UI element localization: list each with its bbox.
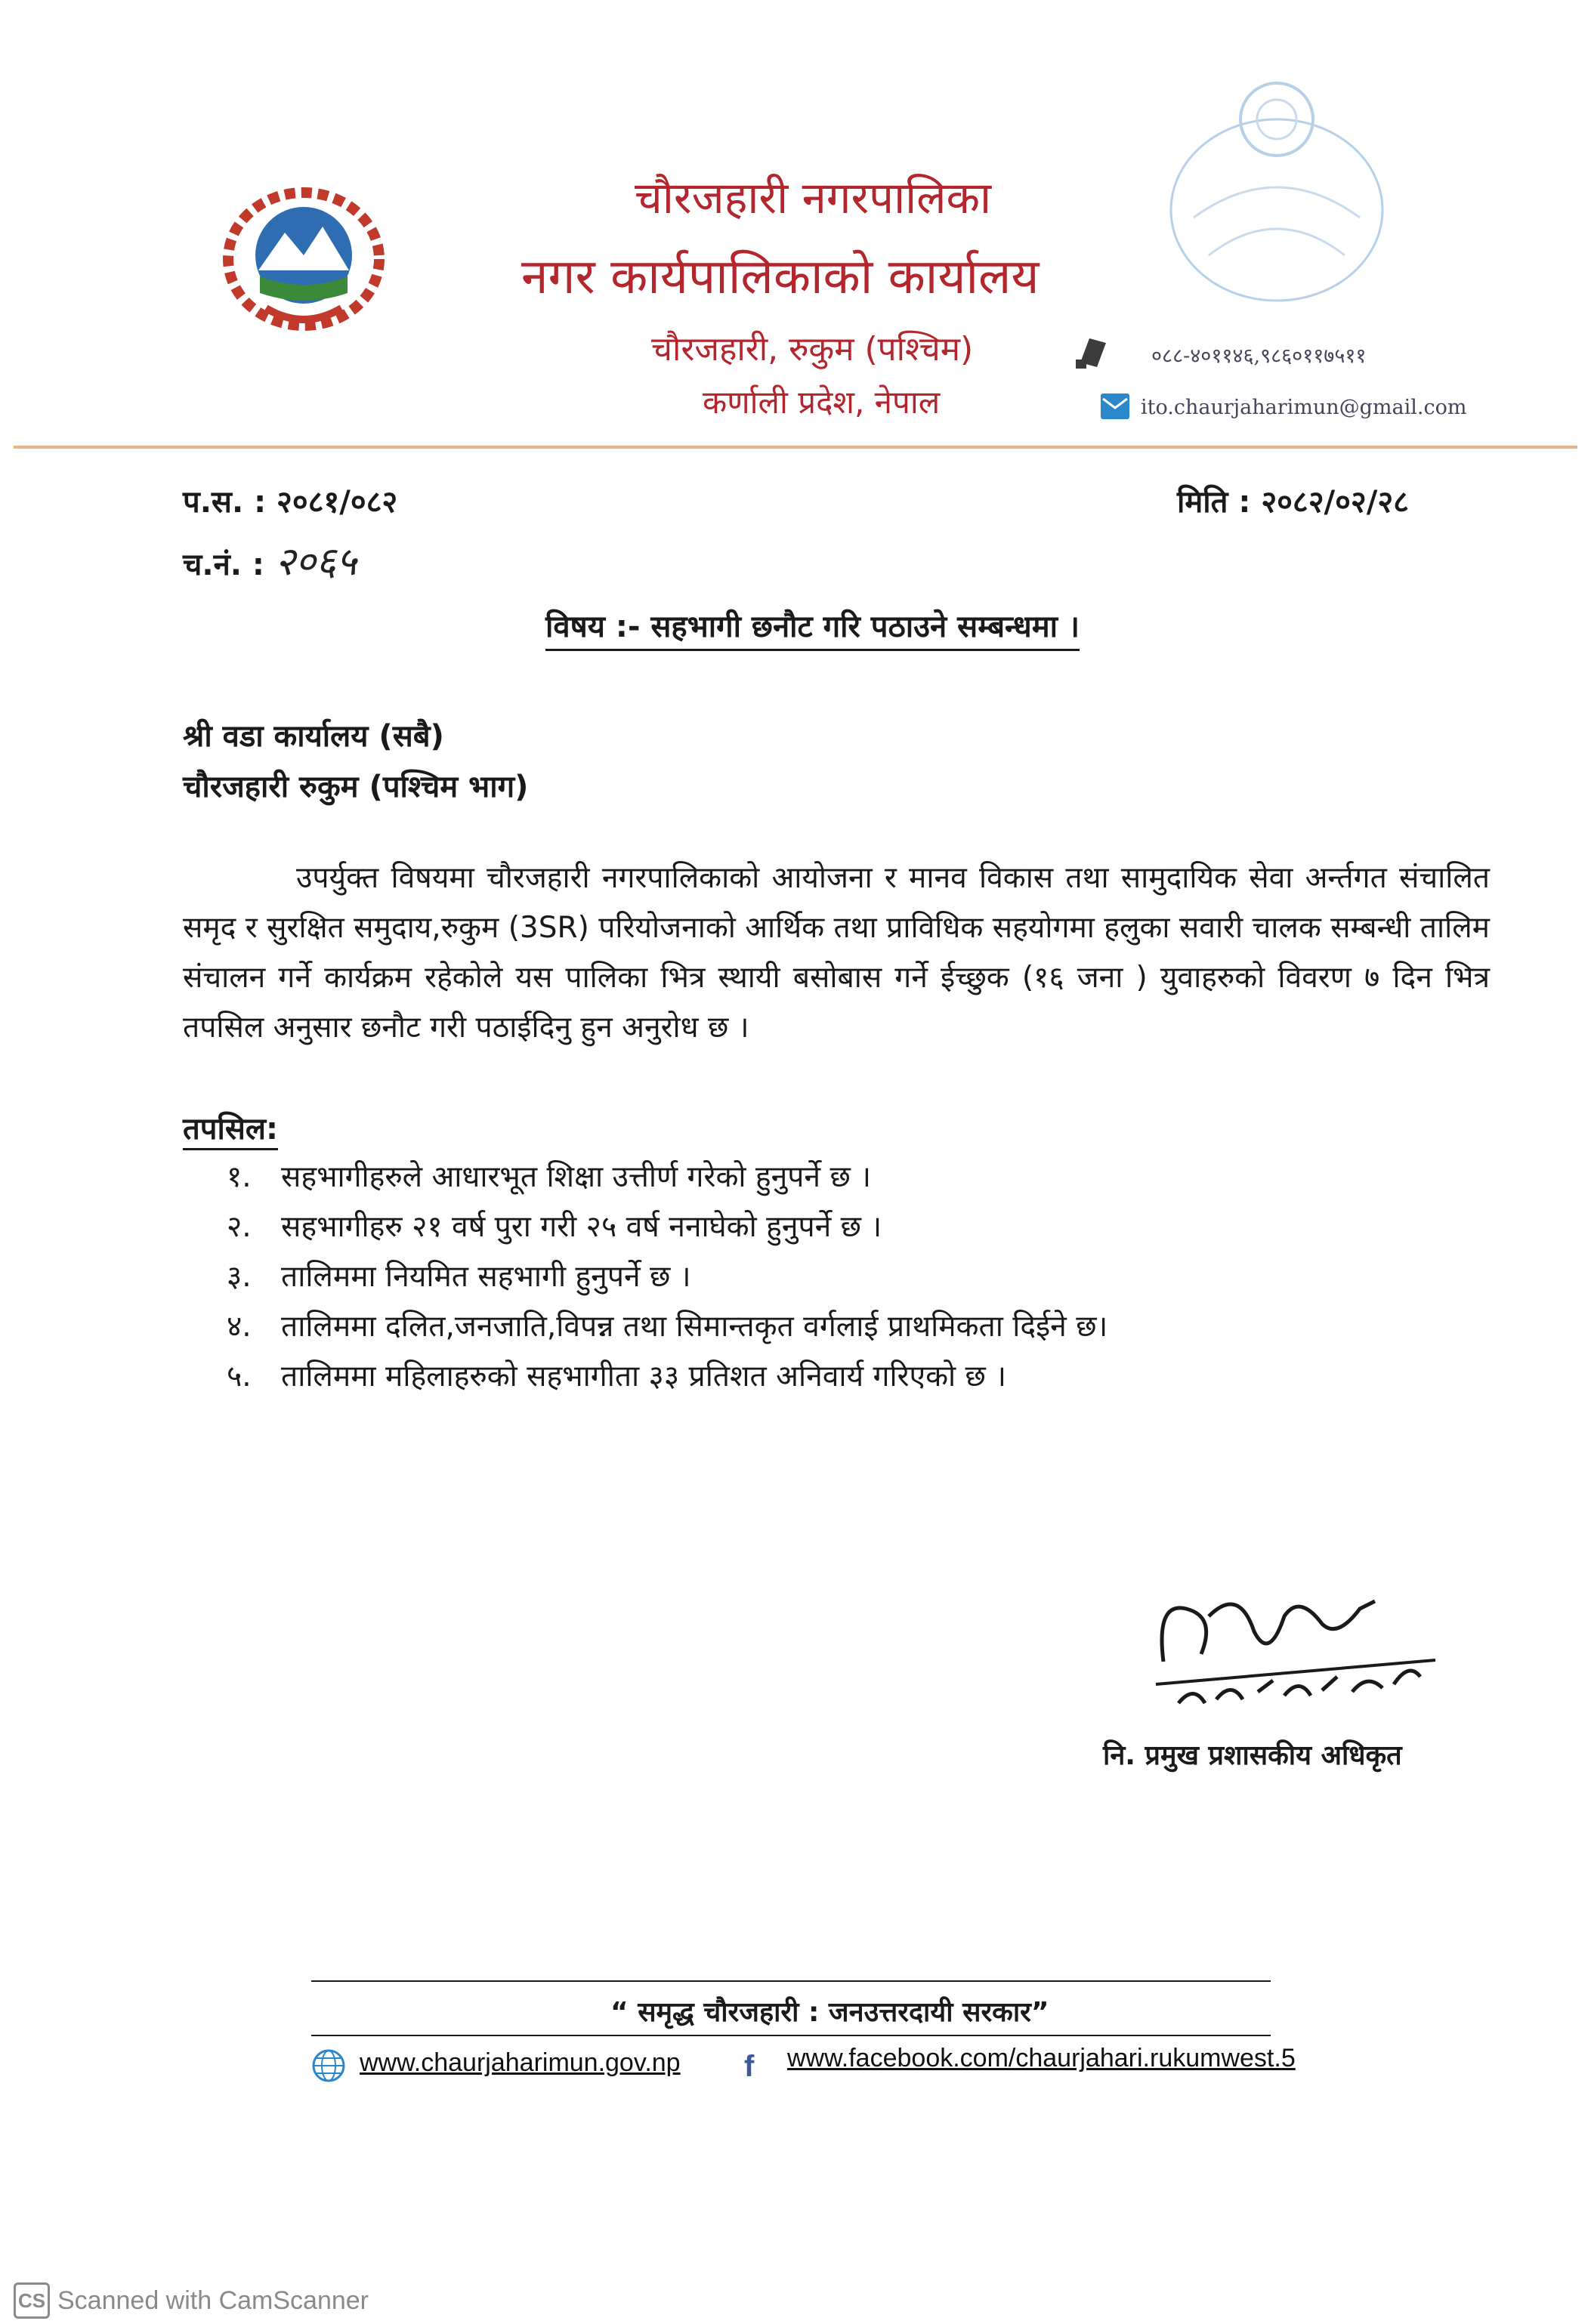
letterhead-divider	[14, 446, 1577, 449]
list-item-number: २.	[227, 1210, 252, 1244]
tapsil-heading: तपसिल:	[183, 1106, 278, 1150]
email-icon	[1100, 393, 1130, 420]
cn-label: च.नं. :	[183, 548, 264, 582]
subject-line: विषय :- सहभागी छनौट गरि पठाउने सम्बन्धमा ।	[545, 604, 1080, 651]
email-address: ito.chaurjaharimun@gmail.com	[1141, 396, 1467, 419]
list-item-number: १.	[227, 1160, 252, 1194]
tapsil-list	[227, 1156, 1108, 1405]
list-item-text: सहभागीहरु २१ वर्ष पुरा गरी २५ वर्ष ननाघेको हुनुपर्ने छ ।	[281, 1210, 882, 1244]
addressee-line-1: श्री वडा कार्यालय (सबै)	[183, 719, 444, 754]
footer-divider-bottom	[311, 2035, 1271, 2036]
date-value: २०८२/०२/२८	[1261, 485, 1409, 520]
footer-divider-top	[311, 1980, 1271, 1982]
address-line-2: कर्णाली प्रदेश, नेपाल	[703, 384, 941, 421]
list-item	[227, 1305, 1108, 1355]
ps-label: प.स. :	[183, 485, 267, 520]
address-line-1: चौरजहारी, रुकुम (पश्चिम)	[651, 330, 974, 369]
phone-icon	[1074, 332, 1112, 370]
body-text: उपर्युक्त विषयमा चौरजहारी नगरपालिकाको आयोजना र मानव विकास तथा सामुदायिक सेवा अर्न्तगत संचालित समृद र सुरक्षित समुदाय,रुकुम (3SR) परियोजनाको आर्थिक तथा प्राविधिक सहयोगमा हलुका सवारी चालक सम्बन्धी तालिम संचालन गर्ने कार्यक्रम रहेकोले यस पालिका भित्र स्थायी बसोबास गर्ने ईच्छुक (१६ जना ) युवाहरुको विवरण ७ दिन भित्र तपसिल अनुसार छनौट गरी पठाईदिनु हुन अनुरोध छ ।	[183, 861, 1490, 1045]
signatory-designation: नि. प्रमुख प्रशासकीय अधिकृत	[1103, 1740, 1402, 1771]
footer-slogan: “ समृद्ध चौरजहारी : जनउत्तरदायी सरकार”	[610, 1997, 1049, 2028]
ps-reference	[183, 480, 397, 521]
nepal-emblem-logo	[213, 180, 394, 338]
facebook-icon: f	[744, 2050, 755, 2083]
list-item	[227, 1156, 1108, 1205]
list-item-text: तालिममा नियमित सहभागी हुनुपर्ने छ ।	[281, 1260, 691, 1294]
list-item	[227, 1205, 1108, 1255]
phone-number: ०८८-४०११४६,९८६०११७५११	[1151, 344, 1367, 368]
camscanner-watermark	[14, 2282, 369, 2319]
facebook-link[interactable]: www.facebook.com/chaurjahari.rukumwest.5	[787, 2044, 1296, 2072]
date-label: मिति :	[1177, 485, 1251, 520]
website-link[interactable]: www.chaurjaharimun.gov.np	[360, 2048, 681, 2077]
letter-date	[1177, 480, 1409, 521]
list-item-number: ३.	[227, 1260, 252, 1294]
addressee-line-2: चौरजहारी रुकुम (पश्चिम भाग)	[183, 770, 529, 804]
list-item-text: तालिममा महिलाहरुको सहभागीता ३३ प्रतिशत अनिवार्य गरिएको छ ।	[281, 1360, 1007, 1393]
body-paragraph	[183, 853, 1490, 1053]
camscanner-text: Scanned with CamScanner	[57, 2285, 369, 2315]
cn-value: २०६५	[274, 539, 357, 585]
office-name: नगर कार्यपालिकाको कार्यालय	[521, 249, 1040, 305]
list-item-number: ४.	[227, 1310, 252, 1344]
list-item	[227, 1355, 1108, 1405]
handwritten-signature	[1133, 1571, 1450, 1722]
list-item-text: तालिममा दलित,जनजाति,विपन्न तथा सिमान्तकृत वर्गलाई प्राथमिकता दिईने छ।	[281, 1310, 1108, 1344]
list-item-number: ५.	[227, 1360, 252, 1393]
list-item-text: सहभागीहरुले आधारभूत शिक्षा उत्तीर्ण गरेको हुनुपर्ने छ ।	[281, 1160, 871, 1194]
list-item	[227, 1255, 1108, 1305]
globe-icon	[311, 2048, 346, 2083]
municipality-name: चौरजहारी नगरपालिका	[635, 172, 992, 224]
cn-reference	[183, 533, 357, 587]
office-seal-stamp	[1163, 66, 1390, 316]
camscanner-logo-icon: CS	[14, 2282, 50, 2319]
ps-value: २०८१/०८२	[276, 485, 398, 520]
